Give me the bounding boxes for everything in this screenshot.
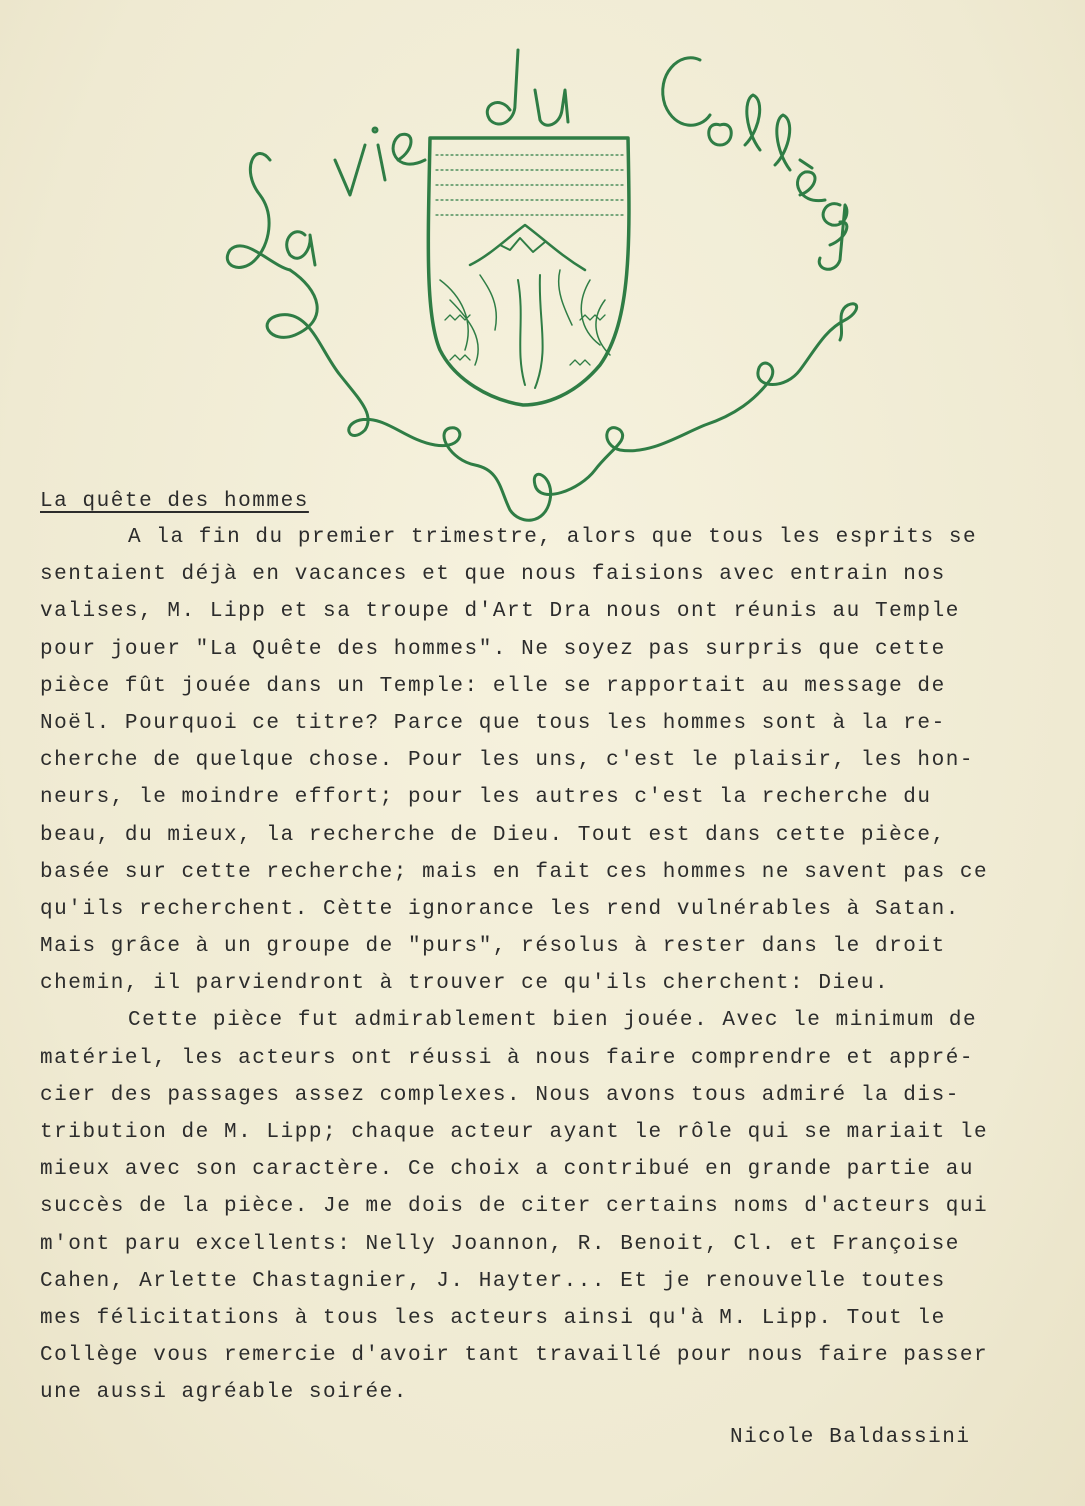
paragraph-1 xyxy=(40,519,1050,1002)
text-line: Cahen, Arlette Chastagnier, J. Hayter... Et je renouvelle toutes xyxy=(40,1269,946,1293)
text-line: pièce fût jouée dans un Temple: elle se rapportait au message de xyxy=(40,674,946,698)
text-line: A la fin du premier trimestre, alors que tous les esprits se xyxy=(128,526,978,549)
article-title: La quête des hommes xyxy=(40,490,309,513)
text-line: Cette pièce fut admirablement bien jouée. Avec le minimum de xyxy=(128,1009,978,1033)
text-line: cier des passages assez complexes. Nous avons tous admiré la dis- xyxy=(40,1083,960,1107)
text-line: mieux avec son caractère. Ce choix a contribué en grande partie au xyxy=(40,1158,975,1182)
text-line: tribution de M. Lipp; chaque acteur ayant le rôle qui se mariait le xyxy=(40,1121,989,1144)
text-line: valises, M. Lipp et sa troupe d'Art Dra nous ont réunis au Temple xyxy=(40,600,960,624)
text-line: mes félicitations à tous les acteurs ainsi qu'à M. Lipp. Tout le xyxy=(40,1306,946,1330)
text-line: succès de la pièce. Je me dois de citer certains noms d'acteurs qui xyxy=(40,1195,989,1219)
text-line: matériel, les acteurs ont réussi à nous faire comprendre et appré- xyxy=(40,1046,975,1070)
paragraph-2 xyxy=(40,1002,1050,1411)
text-line: neurs, le moindre effort; pour les autres c'est la recherche du xyxy=(40,786,932,810)
text-line: sentaient déjà en vacances et que nous faisions avec entrain nos xyxy=(40,563,946,587)
text-line: pour jouer "La Quête des hommes". Ne soyez pas surpris que cette xyxy=(40,637,946,661)
text-line: Mais grâce à un groupe de "purs", résolus à rester dans le droit xyxy=(40,935,946,959)
text-line: cherche de quelque chose. Pour les uns, c'est le plaisir, les hon- xyxy=(40,749,975,773)
text-line: beau, du mieux, la recherche de Dieu. Tout est dans cette pièce, xyxy=(40,823,946,847)
text-line: Noël. Pourquoi ce titre? Parce que tous les hommes sont à la re- xyxy=(40,711,946,735)
text-line: chemin, il parviendront à trouver ce qu'ils cherchent: Dieu. xyxy=(40,972,890,996)
text-line: une aussi agréable soirée. xyxy=(40,1381,408,1405)
text-line: basée sur cette recherche; mais en fait ces hommes ne savent pas ce xyxy=(40,860,989,884)
text-line: Collège vous remercie d'avoir tant travaillé pour nous faire passer xyxy=(40,1344,989,1368)
crest-icon xyxy=(428,138,629,405)
handwritten-title-logo xyxy=(227,50,856,520)
text-line: qu'ils recherchent. Cètte ignorance les rend vulnérables à Satan. xyxy=(40,897,960,921)
header-illustration xyxy=(200,20,890,540)
text-line: m'ont paru excellents: Nelly Joannon, R. Benoit, Cl. et Françoise xyxy=(40,1232,960,1256)
article xyxy=(40,490,1050,1412)
signature: Nicole Baldassini xyxy=(730,1426,971,1449)
